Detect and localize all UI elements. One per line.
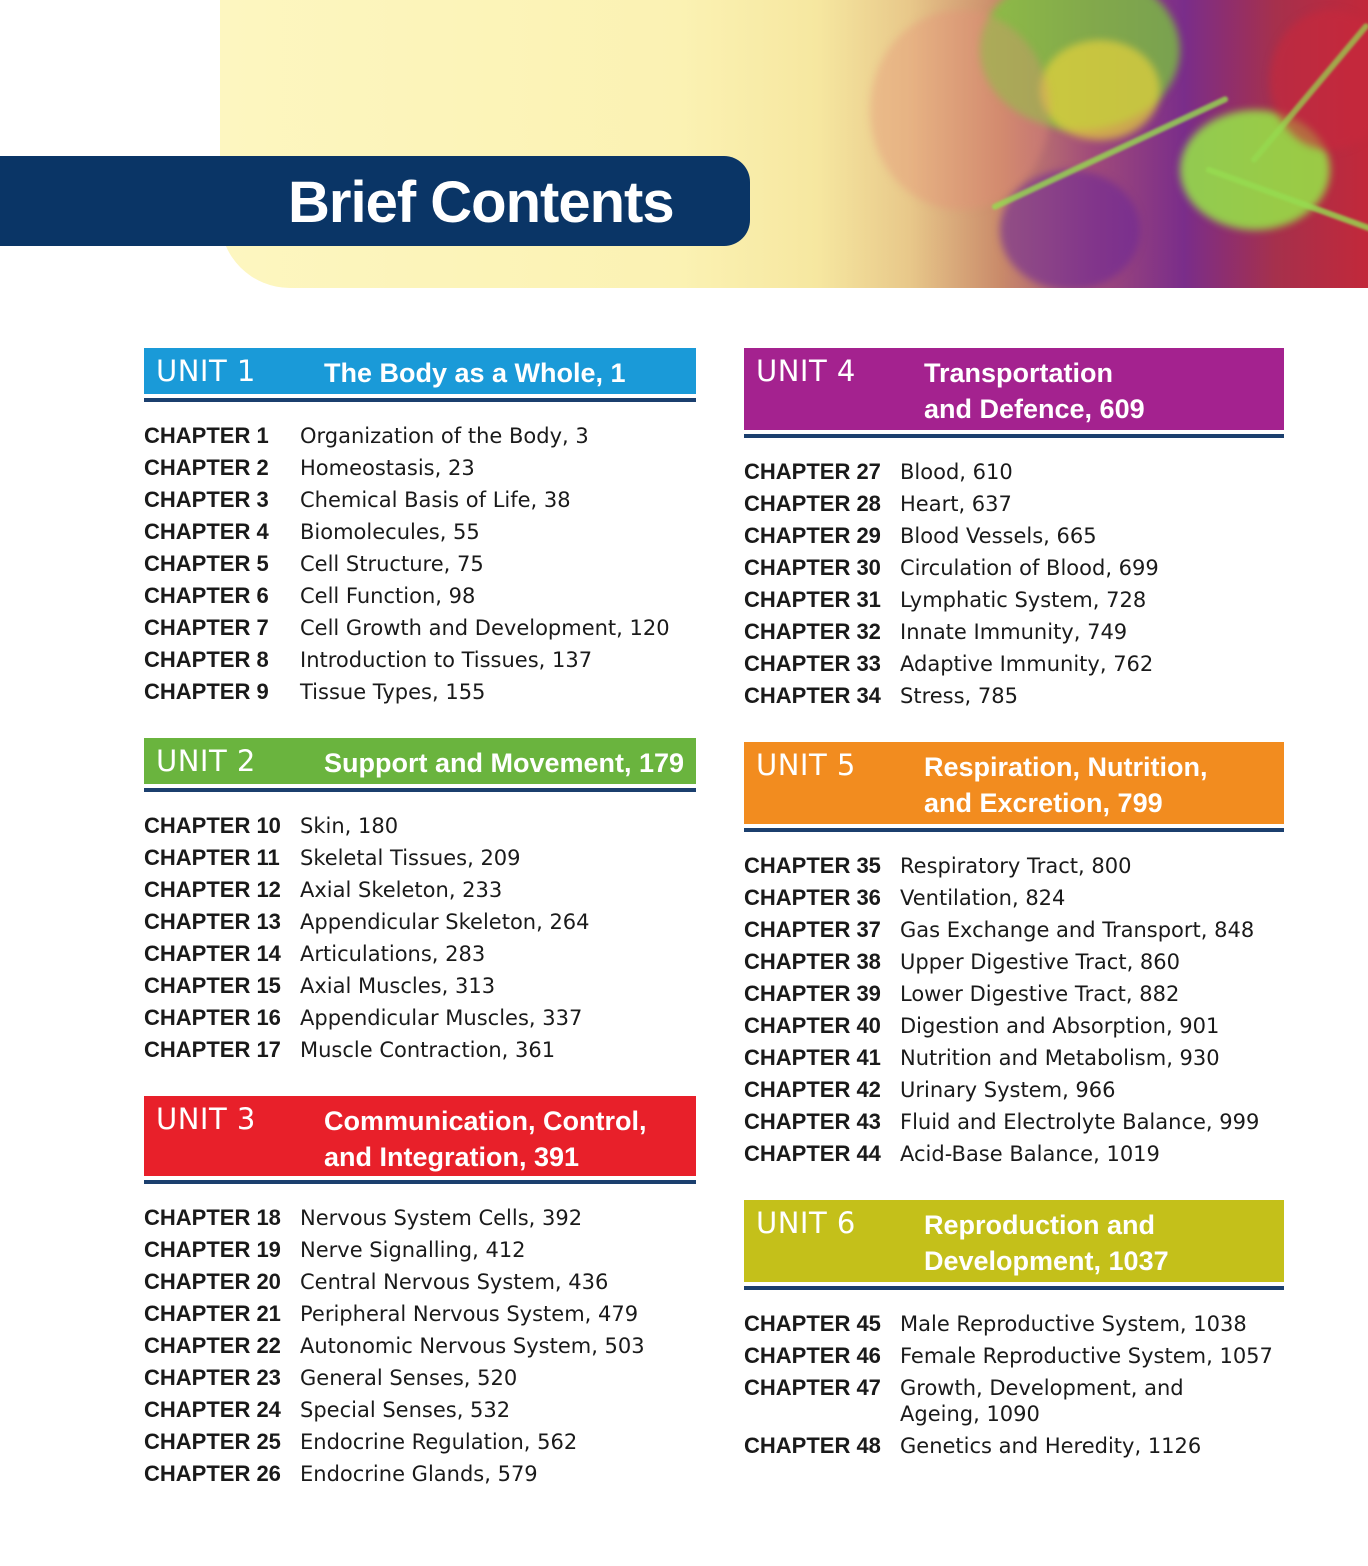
- micrograph-cell: [1000, 170, 1140, 288]
- chapter-entry[interactable]: [144, 842, 696, 874]
- micrograph-cell: [870, 10, 1050, 210]
- chapter-entry[interactable]: [744, 584, 1284, 616]
- chapter-label: CHAPTER 22: [144, 1333, 281, 1358]
- unit-title-line: Respiration, Nutrition,: [924, 752, 1208, 782]
- chapter-label: CHAPTER 47: [744, 1375, 881, 1400]
- chapter-title: Organization of the Body, 3: [300, 424, 589, 448]
- chapter-entry[interactable]: [144, 612, 696, 644]
- chapter-entry[interactable]: [744, 1010, 1284, 1042]
- chapter-label: CHAPTER 28: [744, 491, 881, 516]
- chapter-entry[interactable]: [744, 946, 1284, 978]
- chapter-title: Female Reproductive System, 1057: [900, 1344, 1273, 1368]
- chapter-label: CHAPTER 43: [744, 1109, 881, 1134]
- chapter-entry[interactable]: [144, 1426, 696, 1458]
- chapter-list: [744, 850, 1284, 1170]
- chapter-title: Skeletal Tissues, 209: [300, 846, 521, 870]
- chapter-title: Cell Growth and Development, 120: [300, 616, 670, 640]
- chapter-label: CHAPTER 13: [144, 909, 281, 934]
- chapter-title: Articulations, 283: [300, 942, 486, 966]
- micrograph-cell: [1040, 40, 1160, 140]
- unit-rule: [744, 434, 1284, 438]
- chapter-label: CHAPTER 44: [744, 1141, 881, 1166]
- unit-section: [144, 738, 696, 1066]
- chapter-label: CHAPTER 17: [144, 1037, 281, 1062]
- chapter-entry[interactable]: [144, 1394, 696, 1426]
- chapter-title: Growth, Development, and Ageing, 1090: [900, 1376, 1184, 1426]
- chapter-label: CHAPTER 26: [144, 1461, 281, 1486]
- chapter-entry[interactable]: [744, 1308, 1284, 1340]
- unit-section: [144, 348, 696, 708]
- chapter-entry[interactable]: [744, 1430, 1284, 1462]
- chapter-label: CHAPTER 42: [744, 1077, 881, 1102]
- chapter-title: Digestion and Absorption, 901: [900, 1014, 1220, 1038]
- unit-rule: [144, 788, 696, 792]
- unit-title: [924, 1207, 1169, 1279]
- chapter-title: Genetics and Heredity, 1126: [900, 1434, 1202, 1458]
- chapter-entry[interactable]: [144, 420, 696, 452]
- unit-header: [744, 1200, 1284, 1282]
- chapter-list: [144, 420, 696, 708]
- chapter-label: CHAPTER 15: [144, 973, 281, 998]
- chapter-label: CHAPTER 32: [744, 619, 881, 644]
- chapter-title: Respiratory Tract, 800: [900, 854, 1132, 878]
- chapter-entry[interactable]: [144, 484, 696, 516]
- chapter-label: CHAPTER 27: [744, 459, 881, 484]
- chapter-label: CHAPTER 10: [144, 813, 281, 838]
- chapter-title: Blood, 610: [900, 460, 1013, 484]
- chapter-label: CHAPTER 2: [144, 455, 269, 480]
- unit-number: UNIT 4: [756, 354, 856, 388]
- chapter-title: Innate Immunity, 749: [900, 620, 1128, 644]
- chapter-title: Biomolecules, 55: [300, 520, 480, 544]
- chapter-label: CHAPTER 39: [744, 981, 881, 1006]
- chapter-title: Nutrition and Metabolism, 930: [900, 1046, 1220, 1070]
- chapter-title: Tissue Types, 155: [300, 680, 486, 704]
- unit-section: [744, 348, 1284, 712]
- chapter-entry[interactable]: [144, 1298, 696, 1330]
- chapter-title: General Senses, 520: [300, 1366, 518, 1390]
- unit-header: [744, 348, 1284, 430]
- chapter-entry[interactable]: [744, 914, 1284, 946]
- chapter-label: CHAPTER 35: [744, 853, 881, 878]
- unit-title: [924, 355, 1145, 427]
- chapter-entry[interactable]: [744, 1372, 1284, 1430]
- chapter-title: Lower Digestive Tract, 882: [900, 982, 1180, 1006]
- chapter-label: CHAPTER 4: [144, 519, 269, 544]
- chapter-label: CHAPTER 38: [744, 949, 881, 974]
- chapter-entry[interactable]: [744, 1340, 1284, 1372]
- chapter-label: CHAPTER 3: [144, 487, 269, 512]
- chapter-list: [744, 456, 1284, 712]
- chapter-entry[interactable]: [744, 488, 1284, 520]
- unit-section: [744, 742, 1284, 1170]
- chapter-entry[interactable]: [144, 1266, 696, 1298]
- chapter-title: Cell Structure, 75: [300, 552, 484, 576]
- chapter-label: CHAPTER 6: [144, 583, 269, 608]
- chapter-list: [144, 810, 696, 1066]
- chapter-entry[interactable]: [144, 548, 696, 580]
- unit-header: [744, 742, 1284, 824]
- chapter-label: CHAPTER 19: [144, 1237, 281, 1262]
- chapter-label: CHAPTER 48: [744, 1433, 881, 1458]
- unit-rule: [144, 398, 696, 402]
- chapter-entry[interactable]: [144, 676, 696, 708]
- chapter-label: CHAPTER 7: [144, 615, 269, 640]
- chapter-label: CHAPTER 16: [144, 1005, 281, 1030]
- chapter-title: Cell Function, 98: [300, 584, 476, 608]
- unit-number: UNIT 3: [156, 1102, 256, 1136]
- chapter-title: Special Senses, 532: [300, 1398, 511, 1422]
- chapter-entry[interactable]: [744, 456, 1284, 488]
- unit-header: [144, 348, 696, 394]
- unit-rule: [744, 1286, 1284, 1290]
- chapter-title: Chemical Basis of Life, 38: [300, 488, 571, 512]
- chapter-label: CHAPTER 21: [144, 1301, 281, 1326]
- chapter-title: Blood Vessels, 665: [900, 524, 1097, 548]
- chapter-title: Appendicular Muscles, 337: [300, 1006, 583, 1030]
- chapter-entry[interactable]: [144, 644, 696, 676]
- chapter-entry[interactable]: [744, 978, 1284, 1010]
- chapter-label: CHAPTER 36: [744, 885, 881, 910]
- chapter-label: CHAPTER 23: [144, 1365, 281, 1390]
- page-title: Brief Contents: [288, 170, 674, 235]
- unit-title-line: and Integration, 391: [324, 1142, 580, 1172]
- chapter-label: CHAPTER 18: [144, 1205, 281, 1230]
- chapter-title: Skin, 180: [300, 814, 399, 838]
- chapter-entry[interactable]: [144, 1330, 696, 1362]
- chapter-entry[interactable]: [744, 1074, 1284, 1106]
- chapter-label: CHAPTER 12: [144, 877, 281, 902]
- unit-number: UNIT 6: [756, 1206, 856, 1240]
- unit-section: [144, 1096, 696, 1490]
- chapter-label: CHAPTER 9: [144, 679, 269, 704]
- chapter-label: CHAPTER 8: [144, 647, 269, 672]
- chapter-title: Introduction to Tissues, 137: [300, 648, 593, 672]
- chapter-title: Stress, 785: [900, 684, 1018, 708]
- chapter-label: CHAPTER 46: [744, 1343, 881, 1368]
- chapter-entry[interactable]: [144, 580, 696, 612]
- unit-title-line: Support and Movement, 179: [324, 748, 685, 778]
- unit-title: [324, 1103, 646, 1175]
- chapter-entry[interactable]: [144, 1034, 696, 1066]
- chapter-entry[interactable]: [744, 520, 1284, 552]
- chapter-label: CHAPTER 24: [144, 1397, 281, 1422]
- unit-header: [144, 1096, 696, 1176]
- unit-title-line: and Excretion, 799: [924, 788, 1163, 818]
- chapter-entry[interactable]: [144, 1002, 696, 1034]
- chapter-label: CHAPTER 14: [144, 941, 281, 966]
- chapter-label: CHAPTER 33: [744, 651, 881, 676]
- chapter-label: CHAPTER 37: [744, 917, 881, 942]
- chapter-title: Lymphatic System, 728: [900, 588, 1147, 612]
- chapter-entry[interactable]: [744, 1042, 1284, 1074]
- unit-title: [324, 745, 684, 781]
- chapter-title: Endocrine Glands, 579: [300, 1462, 538, 1486]
- chapter-title: Urinary System, 966: [900, 1078, 1116, 1102]
- chapter-list: [144, 1202, 696, 1490]
- chapter-entry[interactable]: [744, 850, 1284, 882]
- chapter-title: Homeostasis, 23: [300, 456, 475, 480]
- chapter-label: CHAPTER 1: [144, 423, 269, 448]
- chapter-title: Male Reproductive System, 1038: [900, 1312, 1247, 1336]
- chapter-entry[interactable]: [144, 516, 696, 548]
- unit-number: UNIT 1: [156, 354, 256, 388]
- chapter-entry[interactable]: [144, 906, 696, 938]
- chapter-title: Nerve Signalling, 412: [300, 1238, 526, 1262]
- chapter-label: CHAPTER 45: [744, 1311, 881, 1336]
- chapter-title: Adaptive Immunity, 762: [900, 652, 1154, 676]
- chapter-label: CHAPTER 31: [744, 587, 881, 612]
- chapter-label: CHAPTER 5: [144, 551, 269, 576]
- chapter-title: Fluid and Electrolyte Balance, 999: [900, 1110, 1260, 1134]
- unit-section: [744, 1200, 1284, 1462]
- chapter-label: CHAPTER 30: [744, 555, 881, 580]
- chapter-label: CHAPTER 41: [744, 1045, 881, 1070]
- chapter-title: Ventilation, 824: [900, 886, 1066, 910]
- unit-title: [324, 355, 626, 391]
- chapter-label: CHAPTER 29: [744, 523, 881, 548]
- unit-title-line: Reproduction and: [924, 1210, 1155, 1240]
- chapter-title: Autonomic Nervous System, 503: [300, 1334, 645, 1358]
- chapter-title: Upper Digestive Tract, 860: [900, 950, 1181, 974]
- chapter-title: Gas Exchange and Transport, 848: [900, 918, 1255, 942]
- chapter-title: Heart, 637: [900, 492, 1012, 516]
- chapter-entry[interactable]: [744, 680, 1284, 712]
- chapter-entry[interactable]: [744, 616, 1284, 648]
- unit-rule: [144, 1180, 696, 1184]
- chapter-title: Acid-Base Balance, 1019: [900, 1142, 1160, 1166]
- chapter-title: Endocrine Regulation, 562: [300, 1430, 578, 1454]
- chapter-title: Circulation of Blood, 699: [900, 556, 1159, 580]
- unit-title: [924, 749, 1208, 821]
- chapter-label: CHAPTER 20: [144, 1269, 281, 1294]
- chapter-entry[interactable]: [144, 452, 696, 484]
- chapter-label: CHAPTER 11: [144, 845, 280, 870]
- chapter-title: Axial Muscles, 313: [300, 974, 496, 998]
- chapter-entry[interactable]: [144, 938, 696, 970]
- chapter-entry[interactable]: [144, 1362, 696, 1394]
- unit-title-line: Communication, Control,: [324, 1106, 647, 1136]
- chapter-title: Peripheral Nervous System, 479: [300, 1302, 639, 1326]
- chapter-entry[interactable]: [144, 1202, 696, 1234]
- unit-title-line: The Body as a Whole, 1: [324, 358, 626, 388]
- unit-title-line: Development, 1037: [924, 1246, 1169, 1276]
- chapter-entry[interactable]: [144, 874, 696, 906]
- unit-title-line: Transportation: [924, 358, 1114, 388]
- unit-rule: [744, 828, 1284, 832]
- chapter-title: Central Nervous System, 436: [300, 1270, 609, 1294]
- unit-number: UNIT 2: [156, 744, 256, 778]
- chapter-entry[interactable]: [744, 882, 1284, 914]
- chapter-label: CHAPTER 25: [144, 1429, 281, 1454]
- unit-header: [144, 738, 696, 784]
- chapter-entry[interactable]: [744, 1138, 1284, 1170]
- unit-title-line: and Defence, 609: [924, 394, 1145, 424]
- chapter-list: [744, 1308, 1284, 1462]
- chapter-title: Appendicular Skeleton, 264: [300, 910, 590, 934]
- chapter-entry[interactable]: [744, 552, 1284, 584]
- chapter-title: Muscle Contraction, 361: [300, 1038, 556, 1062]
- unit-number: UNIT 5: [756, 748, 856, 782]
- chapter-entry[interactable]: [144, 810, 696, 842]
- chapter-title: Axial Skeleton, 233: [300, 878, 503, 902]
- chapter-entry[interactable]: [144, 1234, 696, 1266]
- chapter-label: CHAPTER 34: [744, 683, 881, 708]
- chapter-entry[interactable]: [144, 970, 696, 1002]
- chapter-entry[interactable]: [744, 1106, 1284, 1138]
- chapter-entry[interactable]: [144, 1458, 696, 1490]
- chapter-label: CHAPTER 40: [744, 1013, 881, 1038]
- chapter-entry[interactable]: [744, 648, 1284, 680]
- chapter-title: Nervous System Cells, 392: [300, 1206, 583, 1230]
